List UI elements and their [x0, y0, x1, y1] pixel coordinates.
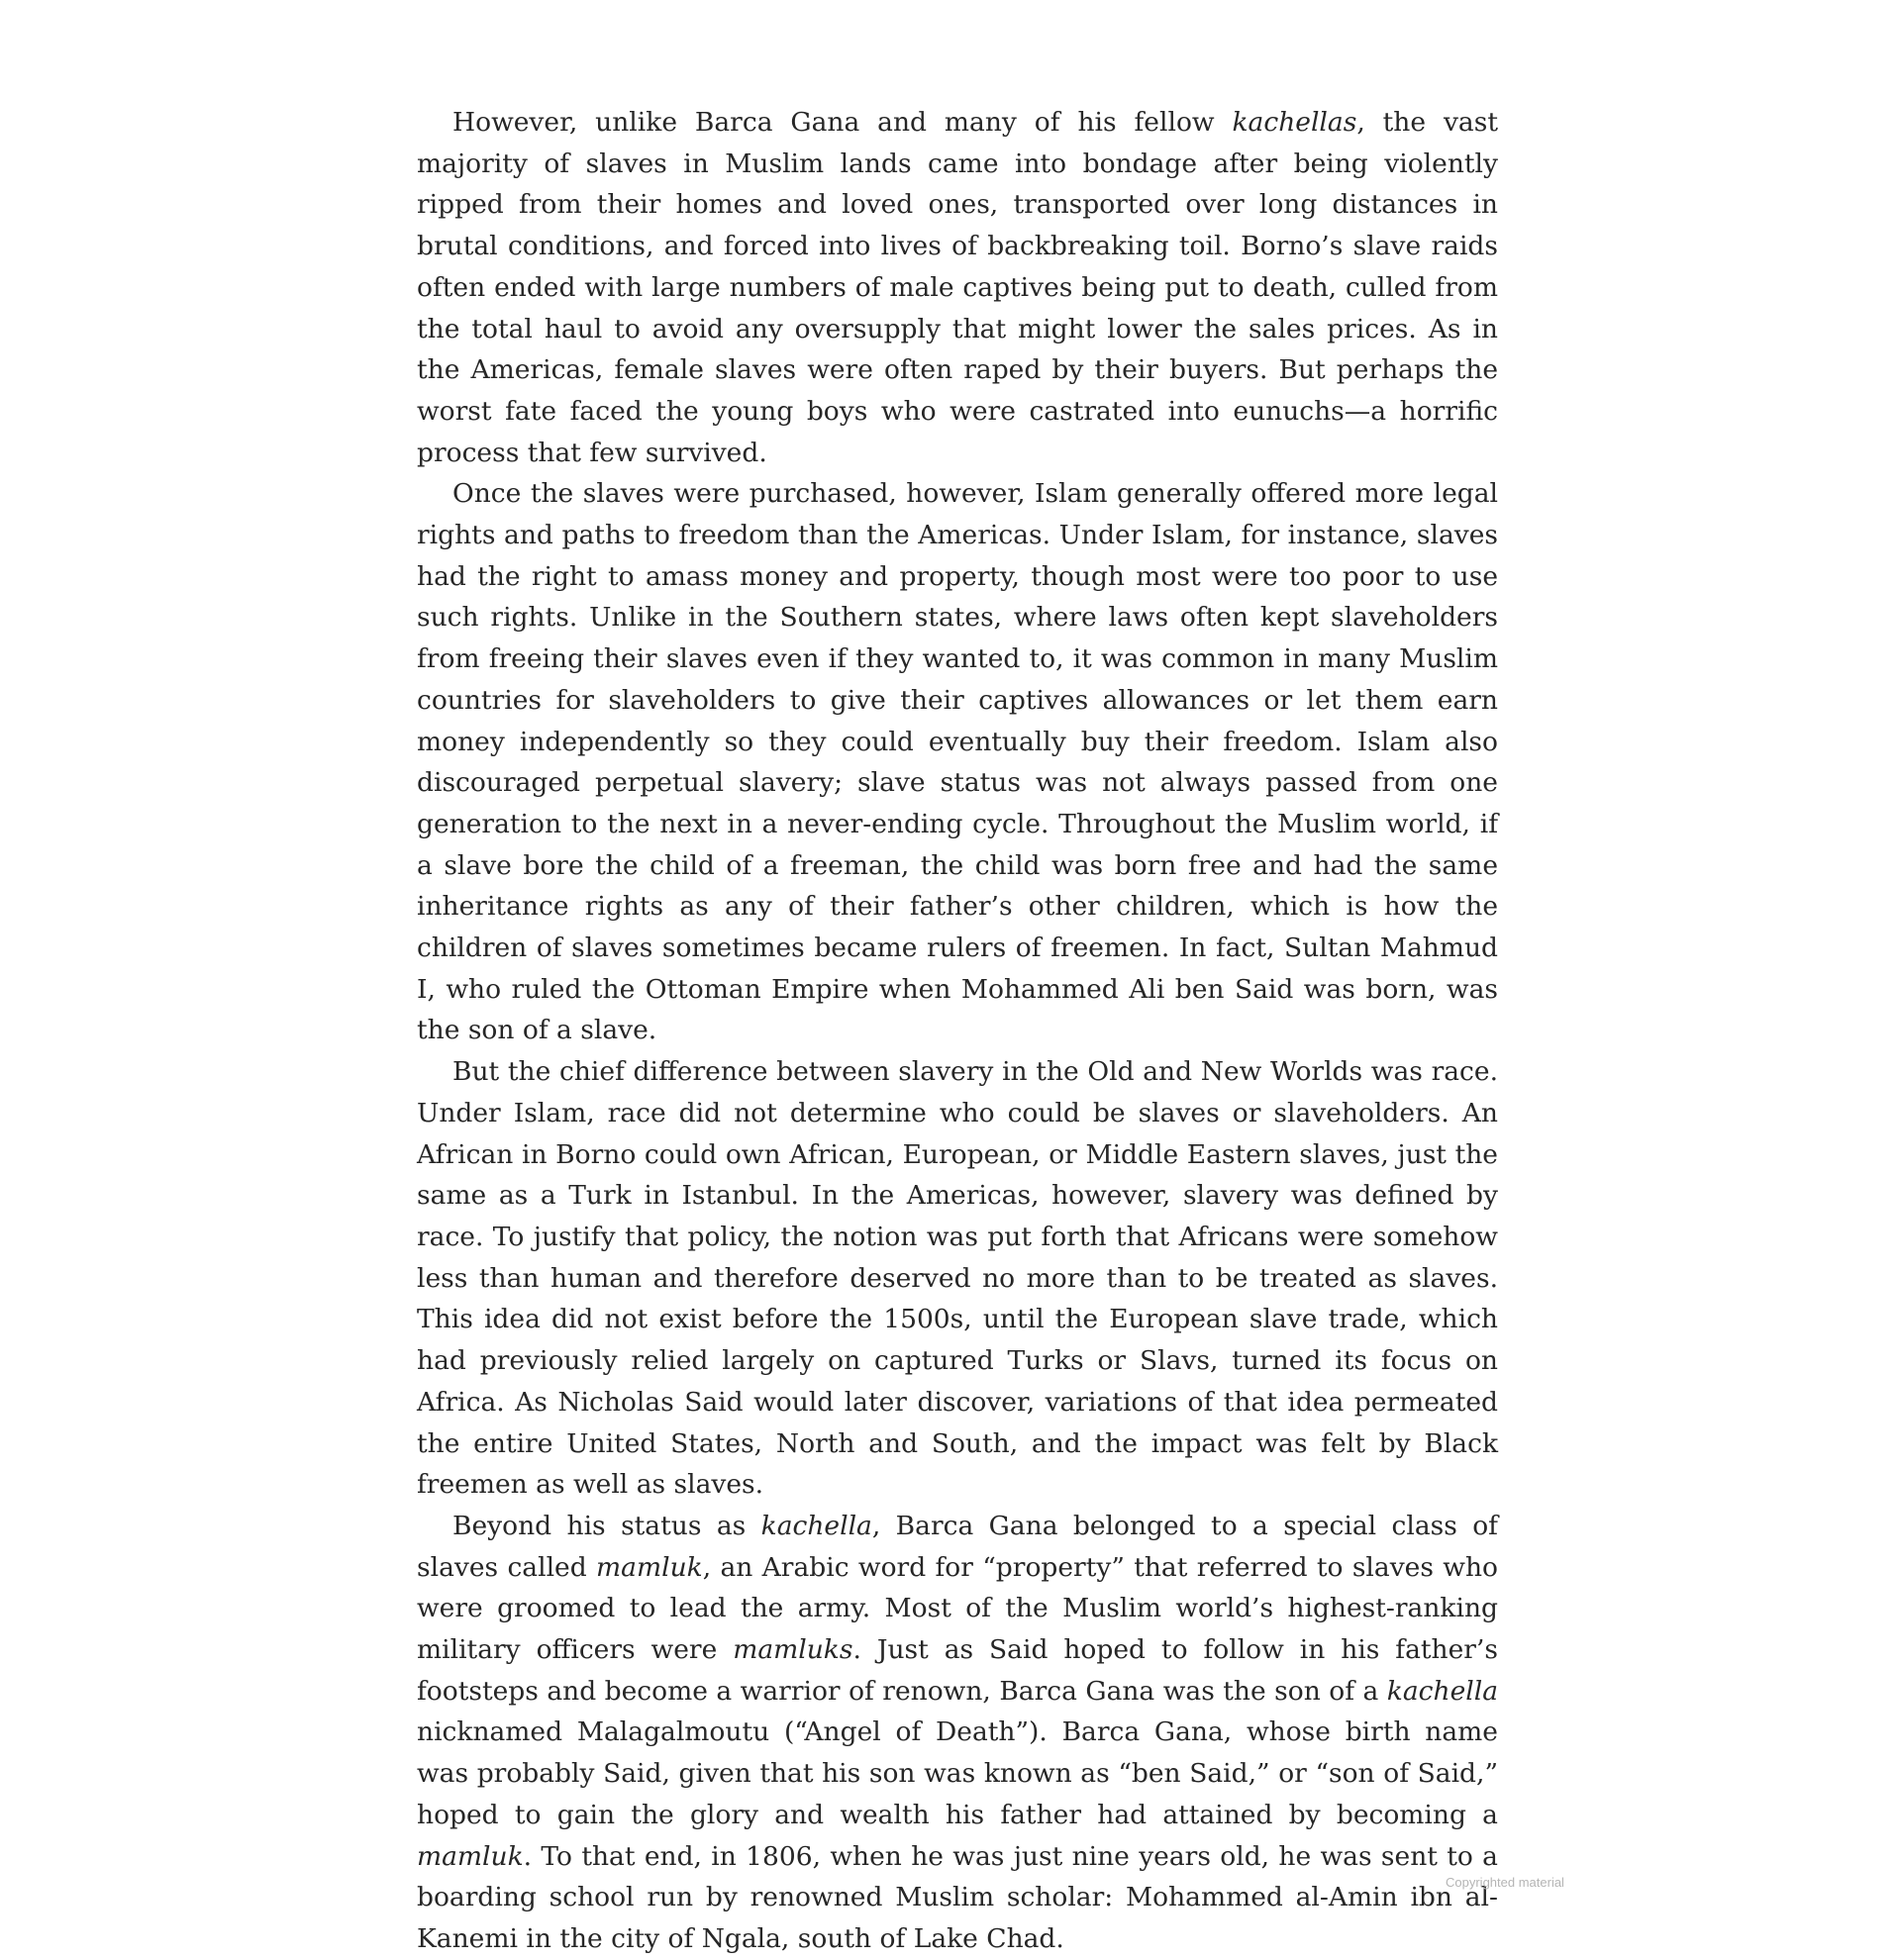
paragraph — [417, 473, 1498, 1051]
text-run: But the chief difference between slavery in the Old and New Worlds was race. Under Islam, race did not determine who could be slaves or slaveholders. An African in Borno could own African, European, or Middle Eastern slaves, just the same as a Turk in Istanbul. In the Americas, however, slavery was defined by race. To justify that policy, the notion was put forth that Africans were somehow less than human and therefore deserved no more than to be treated as slaves. This idea did not exist before the 1500s, until the European slave trade, which had previously relied largely on captured Turks or Slavs, turned its focus on Africa. As Nicholas Said would later discover, variations of that idea permeated the entire United States, North and South, and the impact was felt by Black freemen as well as slaves. — [417, 1056, 1498, 1501]
italic-term: kachella — [760, 1510, 872, 1541]
page-body-text — [417, 102, 1498, 1960]
italic-term: mamluk — [596, 1551, 703, 1583]
copyright-notice: Copyrighted material — [1446, 1875, 1564, 1890]
text-run: . Just as Said hoped to follow in his father’s footsteps and become a warrior of renown, Barca Gana was the son of a — [417, 1634, 1498, 1707]
italic-term: mamluk — [417, 1840, 524, 1872]
paragraph — [417, 1506, 1498, 1960]
paragraph — [417, 1051, 1498, 1506]
text-run: , an Arabic word for “property” that referred to slaves who were groomed to lead the army. Most of the Muslim world’s highest-ranking military officers were — [417, 1551, 1498, 1666]
italic-term: kachellas — [1232, 107, 1357, 138]
text-run: , the vast majority of slaves in Muslim lands came into bondage after being violently ripped from their homes and loved ones, transported over long distances in brutal conditions, and forced into lives of backbreaking toil. Borno’s slave raids often ended with large numbers of male captives being put to death, culled from the total haul to avoid any oversupply that might lower the sales prices. As in the Americas, female slaves were often raped by their buyers. But perhaps the worst fate faced the young boys who were castrated into eunuchs—a horrific process that few survived. — [417, 107, 1498, 468]
italic-term: kachella — [1386, 1675, 1498, 1707]
paragraph — [417, 102, 1498, 473]
text-run: Once the slaves were purchased, however, Islam generally offered more legal rights and paths to freedom than the Americas. Under Islam, for instance, slaves had the right to amass money and property, though most were too poor to use such rights. Unlike in the Southern states, where laws often kept slaveholders from freeing their slaves even if they wanted to, it was common in many Muslim countries for slaveholders to give their captives allowances or let them earn money independently so they could eventually buy their freedom. Islam also discouraged perpetual slavery; slave status was not always passed from one generation to the next in a never-ending cycle. Throughout the Muslim world, if a slave bore the child of a freeman, the child was born free and had the same inheritance rights as any of their father’s other children, which is how the children of slaves sometimes became rulers of freemen. In fact, Sultan Mahmud I, who ruled the Ottoman Empire when Mohammed Ali ben Said was born, was the son of a slave. — [417, 478, 1498, 1046]
text-run: However, unlike Barca Gana and many of his fellow — [452, 107, 1233, 138]
text-run: , Barca Gana belonged to a special class of slaves called — [417, 1510, 1498, 1583]
text-run: Beyond his status as — [452, 1510, 761, 1541]
text-run: nicknamed Malagalmoutu (“Angel of Death”). Barca Gana, whose birth name was probably Said, given that his son was known as “ben Said,” or “son of Said,” hoped to gain the glory and wealth his father had attained by becoming a — [417, 1716, 1498, 1830]
italic-term: mamluks — [733, 1634, 853, 1666]
text-run: . To that end, in 1806, when he was just nine years old, he was sent to a boarding school run by renowned Muslim scholar: Mohammed al-Amin ibn al-Kanemi in the city of Ngala, south of Lake Chad. — [417, 1840, 1498, 1954]
